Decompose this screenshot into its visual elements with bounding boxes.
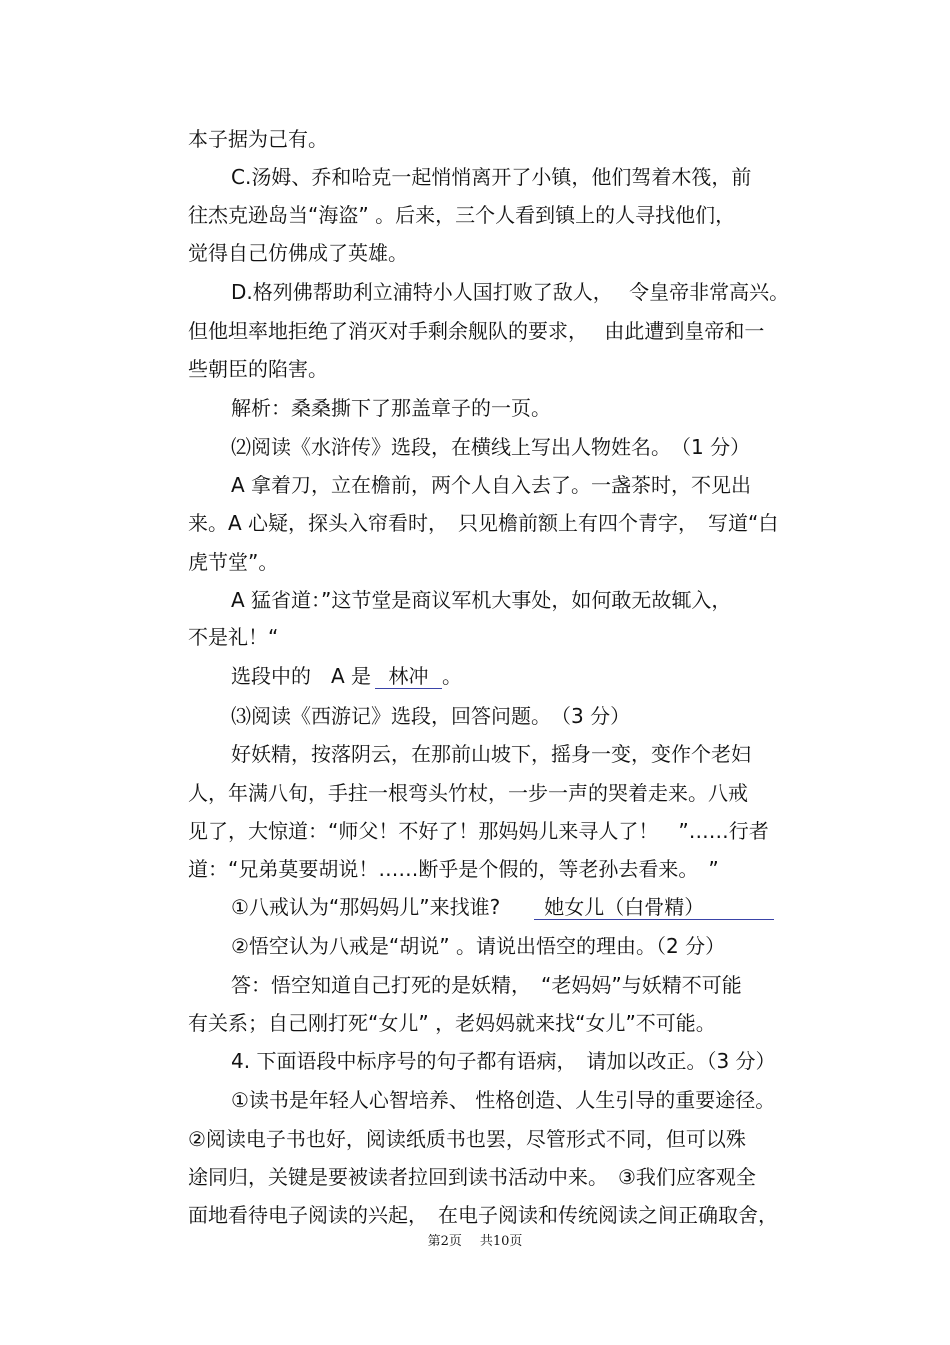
text-line: ⑶阅读《西游记》选段，回答问题。 （3 分） [231,704,631,728]
text-line: 不是礼！“ [188,625,279,649]
text-line: ②悟空认为八戒是“胡说” 。请说出悟空的理由。（2 分） [231,934,726,958]
text-line: D.格列佛帮助利立浦特小人国打败了敌人， 令皇帝非常高兴。 [231,280,790,304]
q3-1-answer-blank: 她女儿（白骨精） [534,895,774,920]
q2-answer-suffix: 。 [442,664,463,688]
text-line: 虎节堂”。 [188,550,279,574]
text-line: 见了，大惊道：“师父！不好了！那妈妈儿来寻人了！ ”……行者 [188,819,769,843]
text-line: 本子据为己有。 [188,127,328,151]
text-line: C.汤姆、乔和哈克一起悄悄离开了小镇，他们驾着木筏，前 [231,165,752,189]
q2-answer-prefix: 选段中的 A 是 [231,664,372,688]
q3-1-question: ①八戒认为“那妈妈儿”来找谁? [231,895,501,919]
page-total: 共10页 [479,1234,523,1249]
text-line: 好妖精，按落阴云，在那前山坡下，摇身一变，变作个老妇 [231,742,751,766]
q2-answer-blank: 林冲 [375,664,442,689]
text-line: 道：“兄弟莫要胡说！……断乎是个假的，等老孙去看来。 ” [188,857,719,881]
text-line: A 猛省道：”这节堂是商议军机大事处，如何敢无故辄入， [231,588,732,612]
text-line: 面地看待电子阅读的兴起， 在电子阅读和传统阅读之间正确取舍， [188,1203,778,1227]
q2-answer-line [231,663,820,689]
text-line: 但他坦率地拒绝了消灭对手剩余舰队的要求， 由此遭到皇帝和一 [188,319,765,343]
page-footer [0,1233,950,1251]
text-line: 途同归，关键是要被读者拉回到读书活动中来。 ③我们应客观全 [188,1165,756,1189]
text-line: 往杰克逊岛当“海盗” 。后来，三个人看到镇上的人寻找他们， [188,203,736,227]
text-line: 觉得自己仿佛成了英雄。 [188,241,408,265]
text-line: 些朝臣的陷害。 [188,357,328,381]
page-number: 第2页 [427,1234,462,1249]
text-line: 来。A 心疑，探头入帘看时， 只见檐前额上有四个青字， 写道“白 [188,511,779,535]
text-line: 答：悟空知道自己打死的是妖精， “老妈妈”与妖精不可能 [231,973,742,997]
text-line: 4. 下面语段中标序号的句子都有语病， 请加以改正。（3 分） [231,1049,776,1073]
text-line: 有关系；自己刚打死“女儿” ，老妈妈就来找“女儿”不可能。 [188,1011,716,1035]
text-line: ②阅读电子书也好，阅读纸质书也罢，尽管形式不同，但可以殊 [188,1127,746,1151]
text-line: A 拿着刀，立在檐前，两个人自入去了。一盏茶时，不见出 [231,473,752,497]
text-line: 人，年满八旬，手拄一根弯头竹杖，一步一声的哭着走来。八戒 [188,781,748,805]
q3-1-line [231,894,820,920]
text-line: 解析：桑桑撕下了那盖章子的一页。 [231,396,551,420]
text-line: ⑵阅读《水浒传》选段，在横线上写出人物姓名。 （1 分） [231,435,751,459]
text-line: ①读书是年轻人心智培养、 性格创造、人生引导的重要途径。 [231,1088,776,1112]
